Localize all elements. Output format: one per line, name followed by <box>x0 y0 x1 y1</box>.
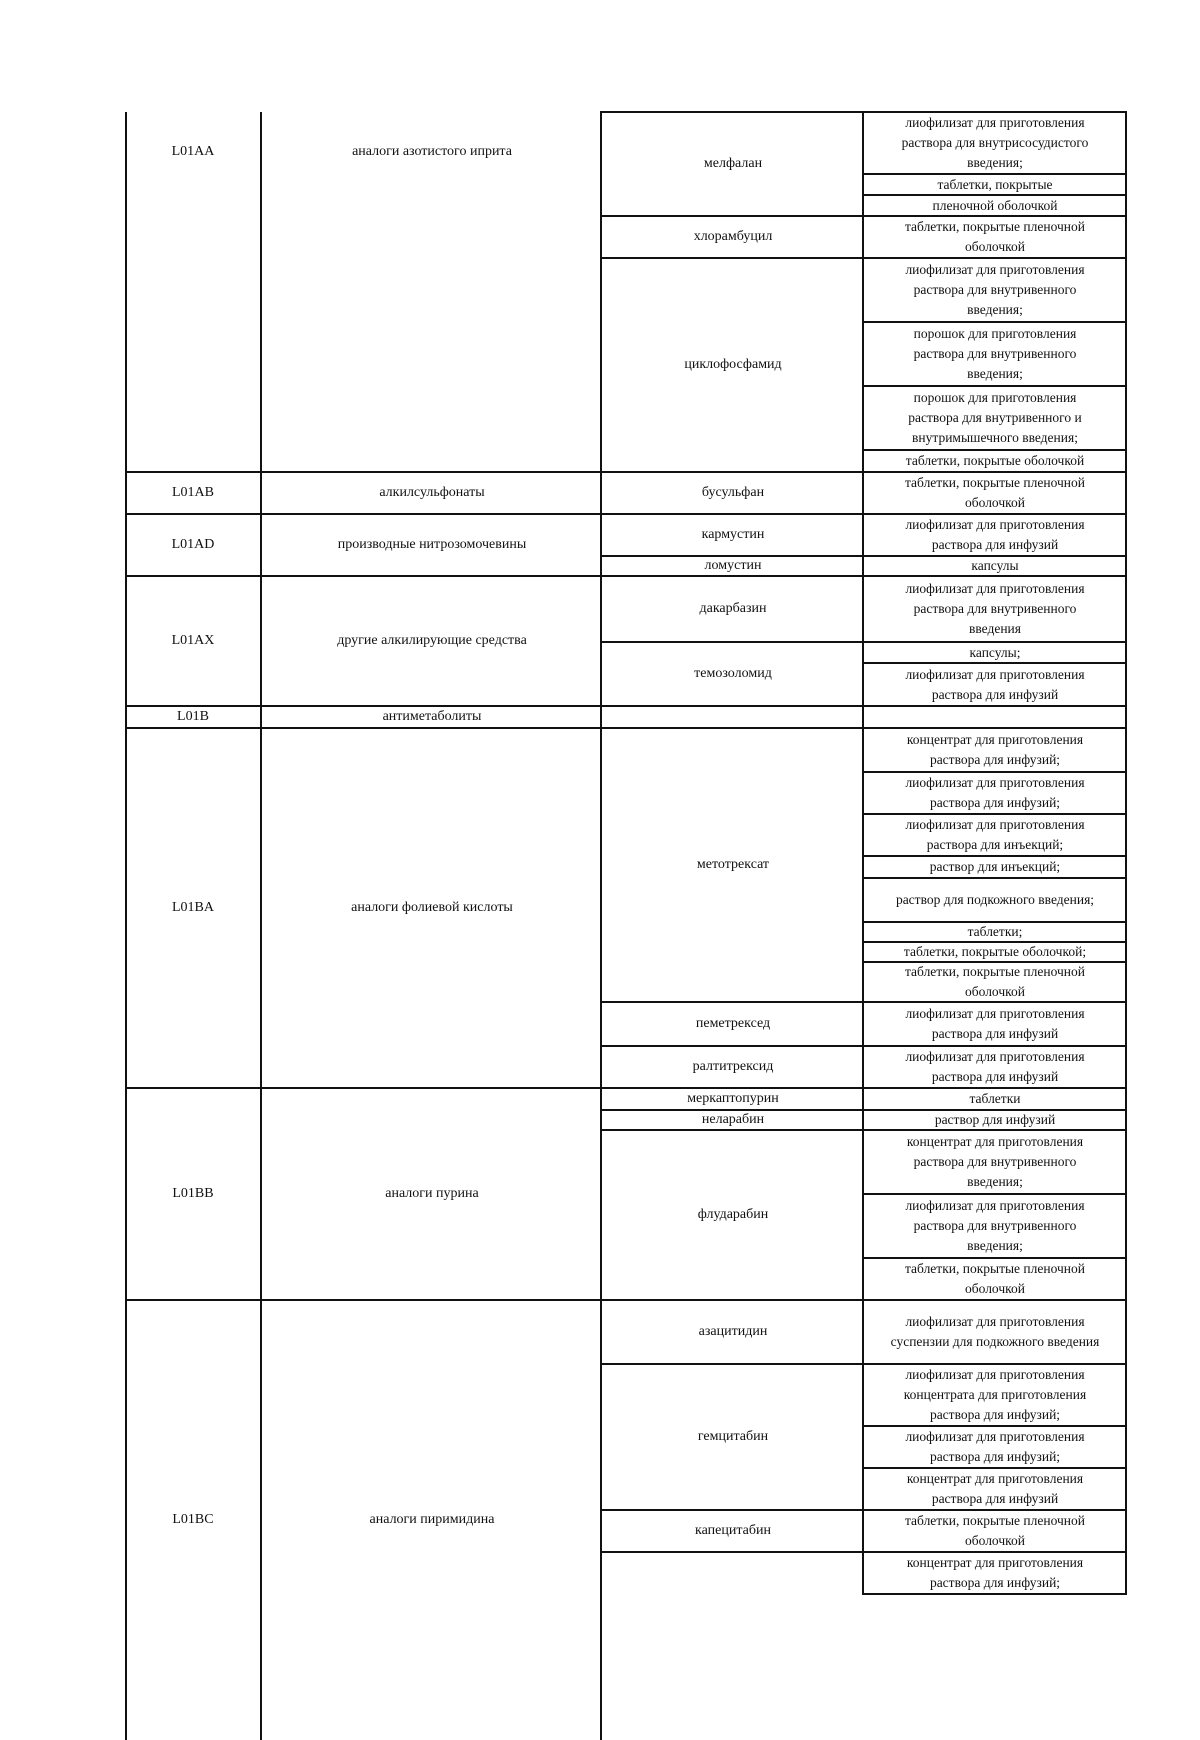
table-border <box>600 215 1127 217</box>
dosage-form: лиофилизат для приготовления раствора для инфузий <box>905 517 1085 552</box>
drug-name: хлорамбуцил <box>693 229 773 244</box>
table-border <box>125 513 1127 515</box>
table-border <box>862 1257 1127 1259</box>
table-border <box>125 112 127 1740</box>
table-border <box>600 1001 1127 1003</box>
drug-name: меркаптопурин <box>687 1091 779 1106</box>
dosage-form: лиофилизат для приготовления раствора для внутривенного введения; <box>905 262 1085 317</box>
dosage-form: раствор для подкожного введения; <box>895 892 1095 907</box>
drug-name: ралтитрексид <box>692 1059 774 1074</box>
dosage-form: таблетки, покрытые пленочной оболочкой <box>904 475 1085 510</box>
table-border <box>600 1109 1127 1111</box>
group-name: аналоги пурина <box>385 1186 479 1201</box>
group-name: алкилсульфонаты <box>379 485 485 500</box>
dosage-form: лиофилизат для приготовления суспензии для подкожного введения <box>890 1314 1100 1349</box>
atc-code: L01AX <box>171 633 215 648</box>
dosage-form: таблетки, покрытые оболочкой <box>905 453 1085 468</box>
drug-name: циклофосфамид <box>684 357 782 372</box>
drug-name: бусульфан <box>701 485 765 500</box>
dosage-form: пленочной оболочкой <box>932 197 1058 213</box>
drug-name: гемцитабин <box>697 1429 769 1444</box>
dosage-form: лиофилизат для приготовления раствора для внутрисосудистого введения; <box>901 115 1089 170</box>
drug-name: флударабин <box>697 1207 769 1222</box>
dosage-form: лиофилизат для приготовления раствора для инфузий <box>905 666 1085 702</box>
table-border <box>862 1193 1127 1195</box>
dosage-form: капсулы <box>971 558 1019 573</box>
table-border <box>600 257 1127 259</box>
group-name: аналоги азотистого иприта <box>352 144 512 159</box>
dosage-form: таблетки, покрытые оболочкой; <box>903 944 1087 959</box>
group-name: антиметаболиты <box>382 709 482 724</box>
dosage-form: порошок для приготовления раствора для внутривенного и внутримышечного введения; <box>908 390 1082 445</box>
table-border <box>125 705 1127 707</box>
table-border <box>125 1087 1127 1089</box>
dosage-form: концентрат для приготовления раствора для инфузий; <box>906 732 1084 767</box>
dosage-form: таблетки; <box>967 924 1023 939</box>
table-border <box>260 112 262 1740</box>
atc-code: L01AB <box>172 485 214 500</box>
dosage-form: лиофилизат для приготовления концентрата для приготовления раствора для инфузий; <box>903 1367 1087 1422</box>
table-border <box>600 112 602 1740</box>
dosage-form: концентрат для приготовления раствора для внутривенного введения; <box>906 1134 1084 1189</box>
table-border <box>125 471 1127 473</box>
table-border <box>862 941 1127 943</box>
dosage-form: порошок для приготовления раствора для внутривенного введения; <box>913 326 1077 381</box>
table-border <box>862 961 1127 963</box>
atc-code: L01B <box>177 709 209 724</box>
dosage-form: таблетки, покрытые пленочной оболочкой <box>904 964 1085 999</box>
table-border <box>862 771 1127 773</box>
dosage-form: таблетки, покрытые пленочной оболочкой <box>904 1261 1085 1296</box>
table-border <box>862 112 864 1594</box>
drug-name: пеметрексед <box>695 1016 771 1031</box>
table-border <box>600 1045 1127 1047</box>
group-name: другие алкилирующие средства <box>337 633 527 648</box>
table-border <box>862 385 1127 387</box>
atc-code: L01BB <box>172 1186 214 1201</box>
drug-name: капецитабин <box>695 1523 771 1538</box>
table-border <box>862 194 1127 196</box>
table-border <box>600 1363 1127 1365</box>
atc-code: L01AA <box>171 144 215 159</box>
dosage-form: лиофилизат для приготовления раствора для внутривенного введения; <box>905 1198 1085 1253</box>
table-border <box>862 321 1127 323</box>
dosage-form: лиофилизат для приготовления раствора для инфузий; <box>905 1429 1085 1464</box>
drug-name: темозоломид <box>694 666 772 681</box>
table-border <box>600 1509 1127 1511</box>
table-border <box>862 855 1127 857</box>
dosage-form: лиофилизат для приготовления раствора для внутривенного введения <box>905 581 1085 636</box>
drug-name: ломустин <box>704 558 762 573</box>
dosage-form: раствор для инфузий <box>934 1112 1056 1127</box>
table-border <box>862 1467 1127 1469</box>
atc-code: L01AD <box>171 537 215 552</box>
table-border <box>862 173 1127 175</box>
dosage-form: раствор для инъекций; <box>929 859 1061 874</box>
table-border <box>600 1551 1127 1553</box>
dosage-form: капсулы; <box>969 644 1021 660</box>
dosage-form: лиофилизат для приготовления раствора для инфузий <box>905 1049 1085 1084</box>
table-border <box>862 813 1127 815</box>
dosage-form: таблетки, покрытые пленочной оболочкой <box>904 1513 1085 1548</box>
dosage-form: таблетки, покрытые пленочной оболочкой <box>904 219 1085 254</box>
drug-name: азацитидин <box>698 1324 768 1339</box>
dosage-form: концентрат для приготовления раствора для инфузий <box>906 1471 1084 1506</box>
table-border <box>1125 112 1127 1594</box>
table-border <box>600 111 1127 113</box>
atc-code: L01BA <box>172 900 214 915</box>
table-border <box>862 1425 1127 1427</box>
dosage-form: концентрат для приготовления раствора для инфузий; <box>906 1555 1084 1590</box>
drug-name: мелфалан <box>703 156 763 171</box>
drug-name <box>602 1552 864 1588</box>
dosage-form: лиофилизат для приготовления раствора для инфузий; <box>905 775 1085 810</box>
dosage-form: лиофилизат для приготовления раствора для инфузий <box>905 1006 1085 1041</box>
table-border <box>600 641 1127 643</box>
dosage-form: таблетки <box>969 1091 1021 1106</box>
table-border <box>862 1593 1127 1595</box>
atc-code: L01BC <box>172 1512 214 1527</box>
drug-name: неларабин <box>701 1112 765 1127</box>
drug-name: дакарбазин <box>699 601 767 616</box>
drug-name: метотрексат <box>696 857 770 872</box>
group-name: аналоги пиримидина <box>369 1512 495 1527</box>
table-border <box>600 1129 1127 1131</box>
group-name: аналоги фолиевой кислоты <box>351 900 513 915</box>
dosage-form: таблетки, покрытые <box>937 176 1053 192</box>
table-border <box>125 575 1127 577</box>
table-border <box>862 662 1127 664</box>
table-border <box>125 1299 1127 1301</box>
group-name: производные нитрозомочевины <box>337 537 527 552</box>
table-border <box>862 449 1127 451</box>
dosage-form: лиофилизат для приготовления раствора для инъекций; <box>905 817 1085 852</box>
drug-name: кармустин <box>701 527 765 542</box>
table-border <box>600 555 1127 557</box>
table-border <box>125 727 1127 729</box>
table-border <box>862 877 1127 879</box>
table-border <box>862 921 1127 923</box>
